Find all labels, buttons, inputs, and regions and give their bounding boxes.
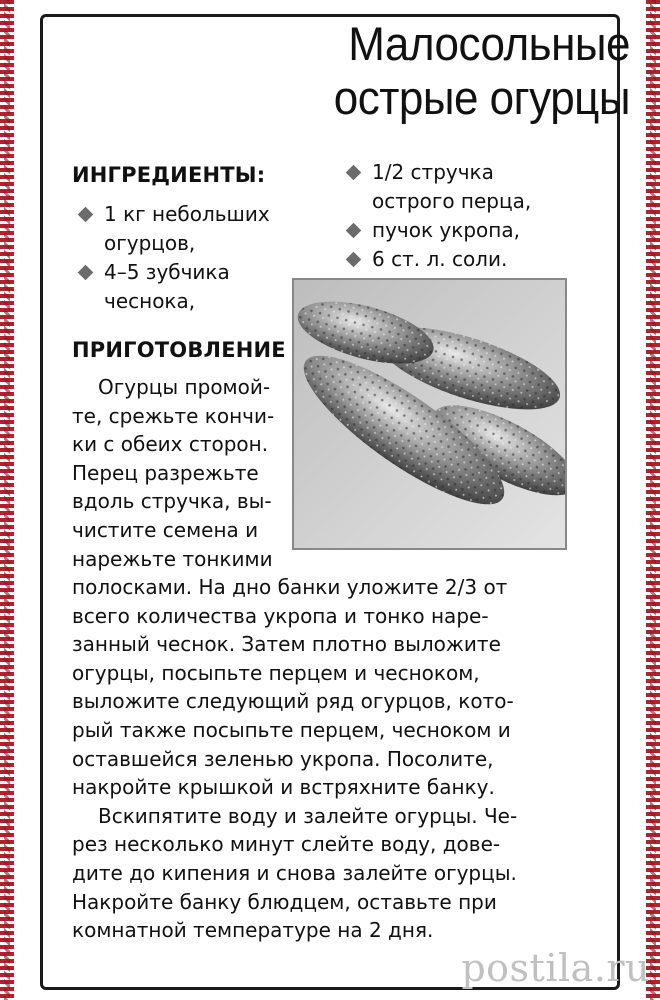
text-line: выложите следующий ряд огурцов, кото- <box>72 689 514 714</box>
ingredients-heading: ИНГРЕДИЕНТЫ: <box>72 163 266 187</box>
ingredient-line: 4–5 зубчика <box>104 260 230 284</box>
text-line: комнатной температуре на 2 дня. <box>72 918 434 943</box>
text-line: накройте крышкой и встряхните банку. <box>72 775 495 800</box>
ingredient-item <box>346 245 586 274</box>
text-line: вдоль стручка, вы- <box>72 489 272 514</box>
diamond-bullet-icon <box>78 265 94 281</box>
ingredient-line: 6 ст. л. соли. <box>372 247 508 271</box>
title-line-1: Малосольные <box>348 17 630 71</box>
diamond-bullet-icon <box>346 252 362 268</box>
text-line: рез несколько минут слейте воду, дове- <box>72 832 501 857</box>
text-line: полосками. На дно банки уложите 2/3 от <box>72 575 508 599</box>
recipe-title <box>210 18 630 126</box>
text-line: огурцы, посыпьте перцем и чесноком, <box>72 660 480 685</box>
text-line: дите до кипения и снова залейте огурцы. <box>72 860 517 885</box>
embroidered-border-right <box>646 0 660 1000</box>
diamond-bullet-icon <box>78 207 94 223</box>
watermark-logo: postila.ru <box>461 946 650 990</box>
preparation-text-narrow <box>72 373 308 573</box>
text-line: Огурцы промой- <box>98 375 271 399</box>
text-line: рый также посыпьте перцем, чесноком и <box>72 717 511 742</box>
text-line: Перец разрежьте <box>72 460 259 485</box>
text-line: оставшейся зеленью укропа. Посолите, <box>72 746 494 771</box>
ingredients-list-right <box>346 158 586 274</box>
diamond-bullet-icon <box>346 165 362 181</box>
ingredient-item <box>78 200 318 258</box>
ingredient-line: 1/2 стручка <box>372 160 494 184</box>
ingredient-item <box>78 258 318 316</box>
ingredient-item <box>346 216 586 245</box>
text-line: всего количества укропа и тонко наре- <box>72 603 489 628</box>
text-line: Накройте банку блюдцем, оставьте при <box>72 889 497 914</box>
ingredient-line: 1 кг небольших <box>104 202 270 226</box>
ingredient-line: огурцов, <box>104 231 196 255</box>
diamond-bullet-icon <box>346 223 362 239</box>
preparation-text-wide <box>72 573 592 945</box>
preparation-heading: ПРИГОТОВЛЕНИЕ <box>72 338 286 362</box>
ingredient-item <box>346 158 586 216</box>
cucumbers-photo <box>292 278 567 550</box>
cucumbers-illustration <box>294 280 567 550</box>
ingredients-list-left <box>78 200 318 316</box>
text-line: Вскипятите воду и залейте огурцы. Че- <box>98 803 518 828</box>
ingredient-line: пучок укропа, <box>372 218 520 242</box>
embroidered-border-left <box>0 0 14 1000</box>
text-line: чистите семена и <box>72 517 259 542</box>
text-line: те, срежьте кончи- <box>72 403 275 428</box>
text-line: ки с обеих сторон. <box>72 432 269 457</box>
ingredient-line: острого перца, <box>372 189 532 213</box>
title-line-2: острые огурцы <box>333 72 630 125</box>
text-line: нарежьте тонкими <box>72 546 273 571</box>
text-line: занный чеснок. Затем плотно выложите <box>72 632 501 657</box>
ingredient-line: чеснока, <box>104 289 196 313</box>
